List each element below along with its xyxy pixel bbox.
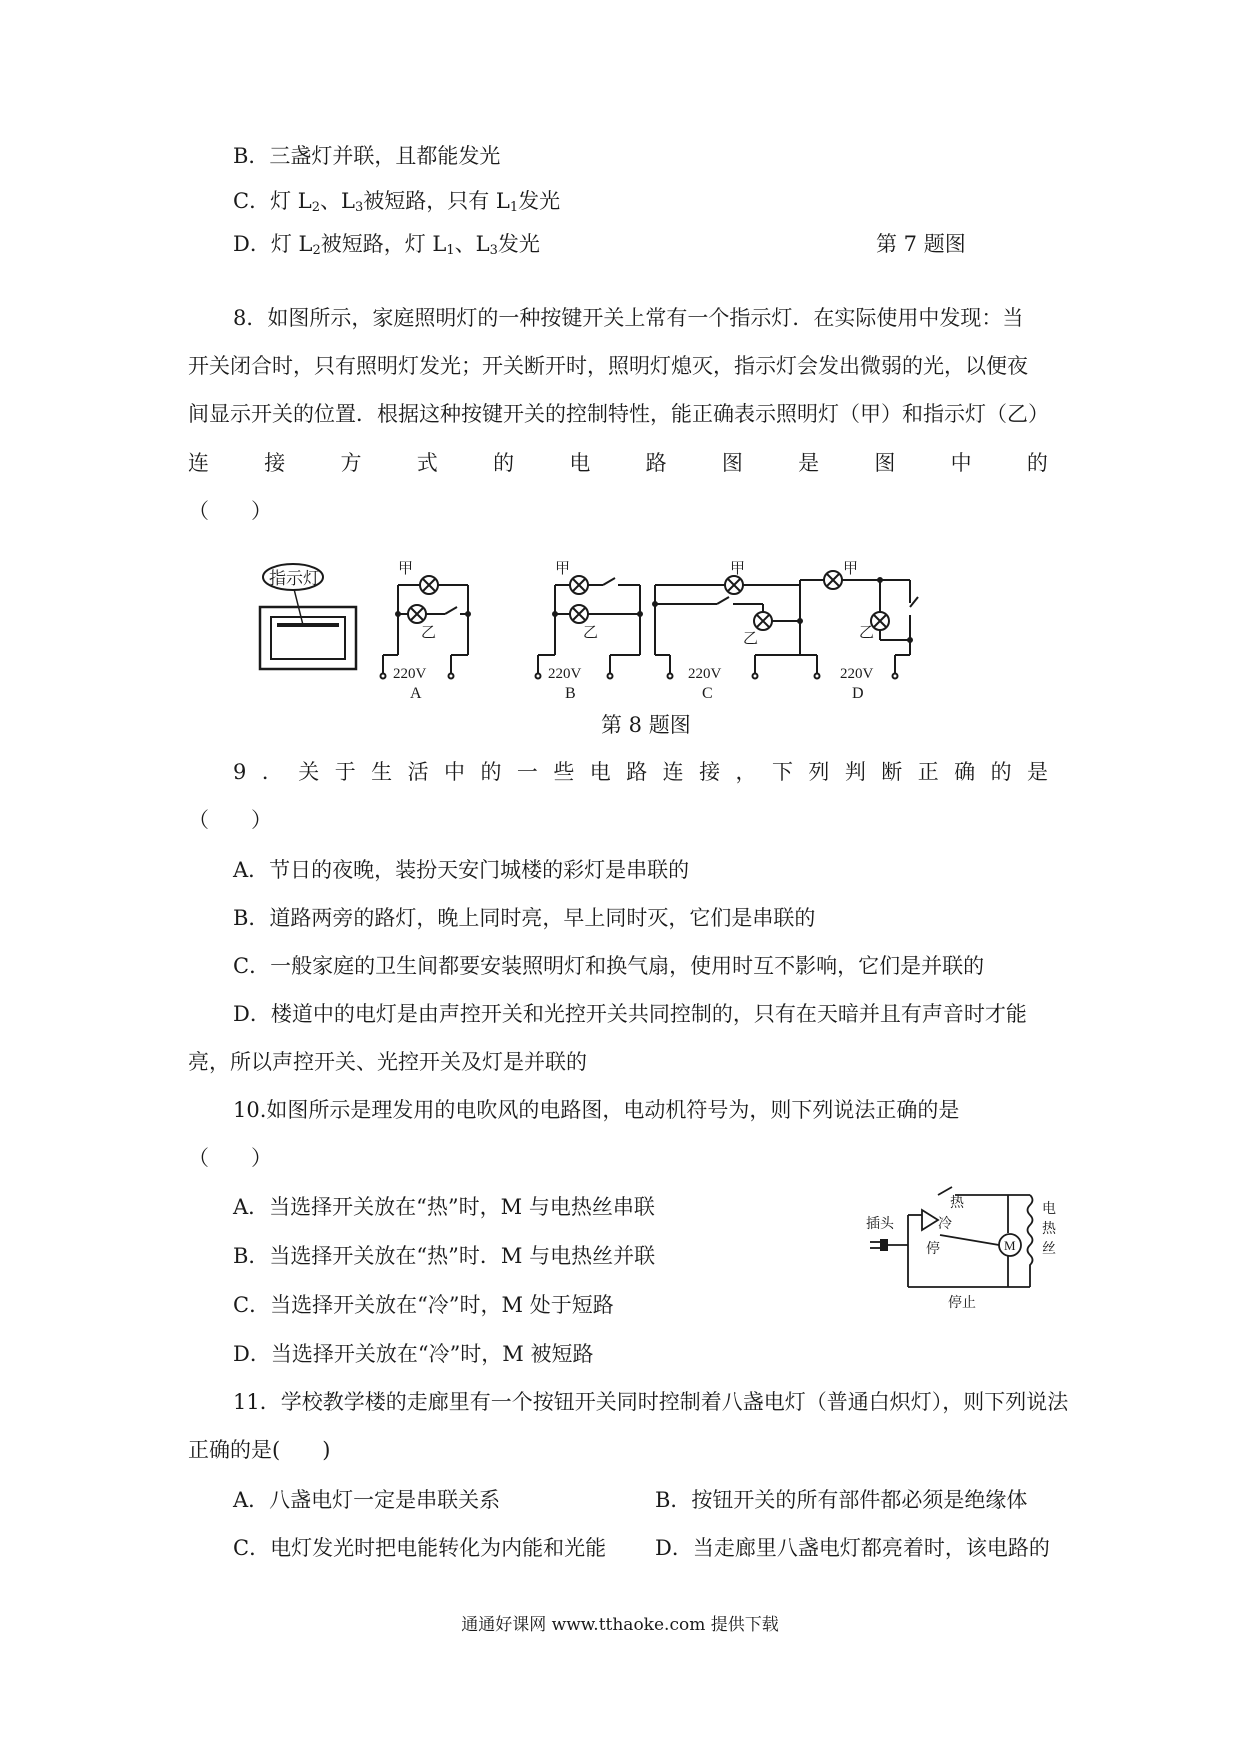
motor-label: M <box>1004 1238 1016 1253</box>
q10-figure <box>860 1175 1060 1320</box>
q7-caption: 第 7 题图 <box>876 232 966 256</box>
svg-text:乙: 乙 <box>421 625 437 641</box>
q7-option-d: D．灯 $L_2$被短路，灯 $L_1$、$L_3$发光 <box>233 232 540 258</box>
svg-text:甲: 甲 <box>730 561 746 577</box>
q9-option-c: C．一般家庭的卫生间都要安装照明灯和换气扇，使用时互不影响，它们是并联的 <box>233 954 985 978</box>
q11-option-c: C．电灯发光时把电能转化为内能和光能 <box>233 1536 607 1560</box>
q10-answer-bracket: （ ） <box>188 1146 272 1170</box>
q11-option-d: D．当走廊里八盏电灯都亮着时，该电路的 <box>655 1536 1050 1560</box>
hot-label: 热 <box>950 1196 964 1211</box>
option-a-label: A <box>410 685 422 702</box>
svg-text:热: 热 <box>1042 1222 1056 1237</box>
q7-option-b: B．三盏灯并联，且都能发光 <box>233 144 501 168</box>
q8-stem-line2: 开关闭合时，只有照明灯发光；开关断开时，照明灯熄灭，指示灯会发出微弱的光，以便夜 <box>188 354 1028 378</box>
indicator-label: 指示灯 <box>269 569 320 588</box>
stop-label: 停止 <box>948 1296 976 1311</box>
q10-option-b: B．当选择开关放在“热”时．M 与电热丝并联 <box>233 1244 656 1268</box>
q8-stem-line3: 间显示开关的位置．根据这种按键开关的控制特性，能正确表示照明灯（甲）和指示灯（乙） <box>188 402 1049 426</box>
q8-stem-line4: 连 接 方 式 的 电 路 图 是 图 中 的 <box>188 451 1048 475</box>
circuit-a <box>381 560 471 702</box>
q9-option-d-line1: D．楼道中的电灯是由声控开关和光控开关共同控制的，只有在天暗并且有声音时才能 <box>233 1002 1027 1026</box>
option-c-label: C <box>702 685 713 702</box>
svg-text:电: 电 <box>1042 1202 1056 1217</box>
svg-text:甲: 甲 <box>398 561 414 577</box>
q11-stem-line1: 11．学校教学楼的走廊里有一个按钮开关同时控制着八盏电灯（普通白炽灯），则下列说法 <box>233 1390 1069 1414</box>
q8-figure <box>255 555 1055 705</box>
q7-option-c: C．灯 $L_2$、$L_3$被短路，只有 $L_1$发光 <box>233 189 561 215</box>
svg-text:220V: 220V <box>840 666 874 682</box>
q10-stem-line1: 10.如图所示是理发用的电吹风的电路图，电动机符号为，则下列说法正确的是 <box>233 1098 960 1122</box>
q9-answer-bracket: （ ） <box>188 808 272 832</box>
q10-option-a: A．当选择开关放在“热”时，M 与电热丝串联 <box>233 1195 655 1219</box>
stop-short-label: 停 <box>926 1242 940 1257</box>
svg-text:220V: 220V <box>548 666 582 682</box>
q9-option-b: B．道路两旁的路灯，晚上同时亮，早上同时灭，它们是串联的 <box>233 906 816 930</box>
svg-text:丝: 丝 <box>1042 1242 1056 1257</box>
svg-text:乙: 乙 <box>743 631 759 647</box>
q10-option-c: C．当选择开关放在“冷”时，M 处于短路 <box>233 1293 614 1317</box>
q9-stem-line1: 9 ． 关 于 生 活 中 的 一 些 电 路 连 接 ， 下 列 判 断 正 确 的 是 <box>233 760 1048 784</box>
q11-option-b: B．按钮开关的所有部件都必须是绝缘体 <box>655 1488 1028 1512</box>
page-footer: 通通好课网 www.tthaoke.com 提供下载 <box>461 1615 779 1635</box>
svg-text:乙: 乙 <box>583 625 599 641</box>
q10-option-d: D．当选择开关放在“冷”时，M 被短路 <box>233 1342 594 1366</box>
circuit-c <box>653 560 802 702</box>
plug-label: 插头 <box>866 1217 894 1232</box>
svg-text:甲: 甲 <box>555 561 571 577</box>
switch-plate <box>260 564 356 669</box>
q8-answer-bracket: （ ） <box>188 499 272 523</box>
option-b-label: B <box>565 685 576 702</box>
q9-option-a: A．节日的夜晚，装扮天安门城楼的彩灯是串联的 <box>233 858 690 882</box>
circuit-b <box>536 560 643 702</box>
svg-text:甲: 甲 <box>843 561 859 577</box>
cold-label: 冷 <box>938 1217 952 1232</box>
svg-text:220V: 220V <box>688 666 722 682</box>
svg-text:乙: 乙 <box>859 625 875 641</box>
option-d-label: D <box>852 685 864 702</box>
svg-text:220V: 220V <box>393 666 427 682</box>
q9-option-d-line2: 亮，所以声控开关、光控开关及灯是并联的 <box>188 1050 587 1074</box>
q11-option-a: A．八盏电灯一定是串联关系 <box>233 1488 501 1512</box>
q11-stem-line2: 正确的是( ) <box>188 1438 331 1462</box>
q8-caption: 第 8 题图 <box>601 713 691 737</box>
circuit-d <box>800 560 918 702</box>
q8-stem-line1: 8．如图所示，家庭照明灯的一种按键开关上常有一个指示灯．在实际使用中发现：当 <box>233 306 1024 330</box>
